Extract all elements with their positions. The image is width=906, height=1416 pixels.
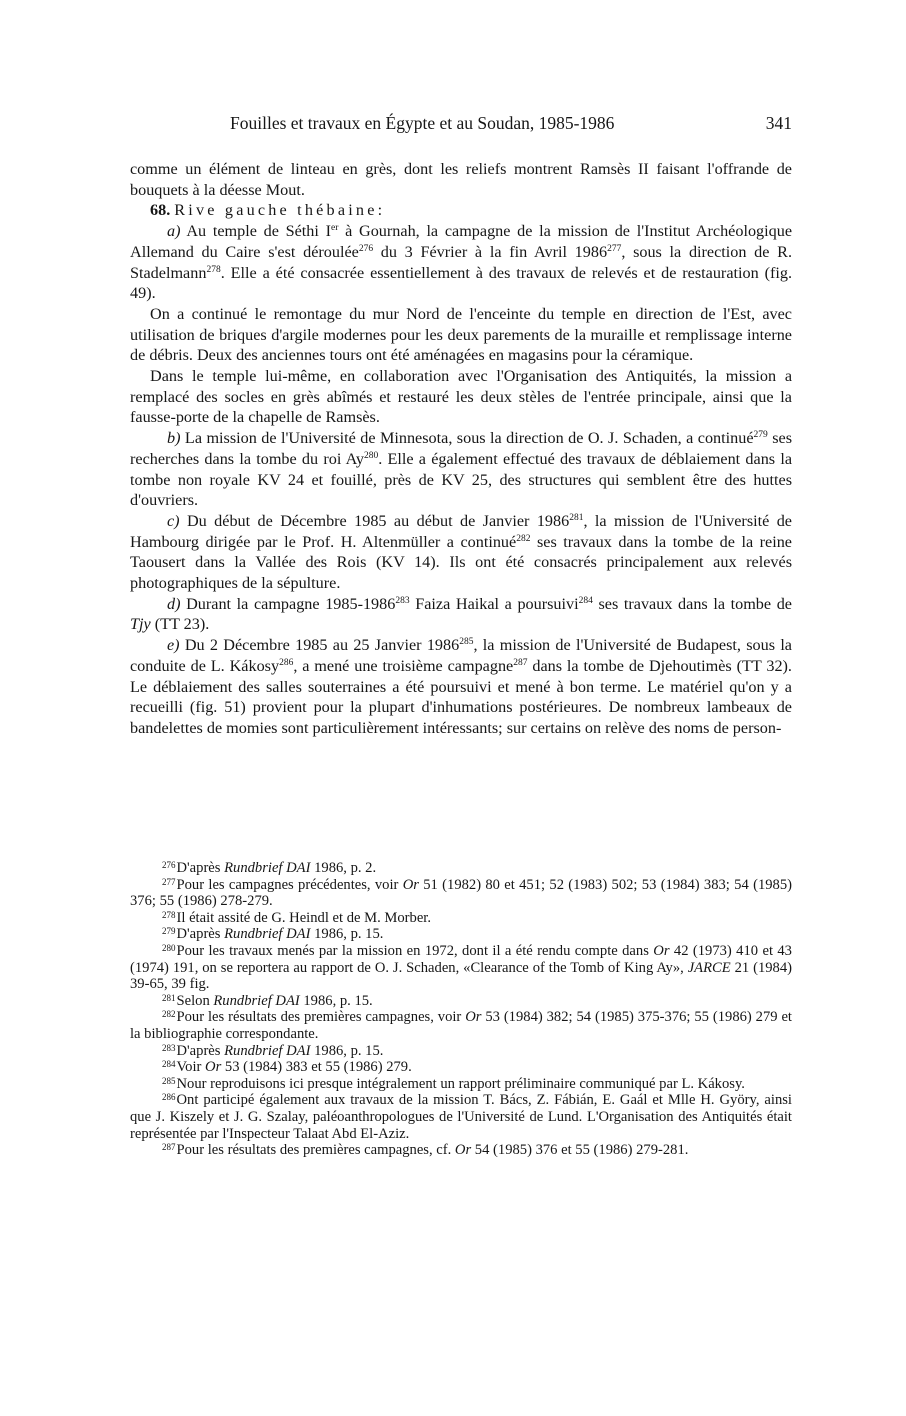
- item-label: c): [167, 511, 180, 530]
- footnote-text: 1986, p. 15.: [310, 926, 384, 943]
- footnote-number: 286: [162, 1092, 176, 1103]
- footnote-number: 285: [162, 1075, 176, 1086]
- footnote: [130, 910, 792, 927]
- footnote: [130, 993, 792, 1010]
- footnote-text: Pour les travaux menés par la mission en 1972, dont il a été rendu compte dans: [176, 942, 654, 959]
- footnote-text: 1986, p. 15.: [299, 992, 373, 1009]
- footnote-ref: 285: [459, 637, 474, 648]
- running-title: Fouilles et travaux en Égypte et au Soudan, 1985-1986: [230, 113, 615, 133]
- footnote-ref: 279: [753, 430, 768, 441]
- footnote-ref: 281: [569, 512, 584, 523]
- footnote-italic-text: Rundbrief DAI: [213, 992, 300, 1009]
- footnote-text: 1986, p. 15.: [310, 1042, 384, 1059]
- footnote-ref: 280: [363, 450, 379, 461]
- paragraph-c: c) Du début de Décembre 1985 au début de Janvier 1986$^{281}$, la mission de l'Université de Hambourg dirigée par le Prof. H. Altenmüller a continué$^{282}$ ses travaux dans la tombe de la reine Taousert dans la Vallée des Rois (KV 14). Ils ont été consacrés principalement aux relevés photographiques de la sépulture.: [130, 511, 792, 593]
- footnote-text: Il était assité de G. Heindl et de M. Morber.: [176, 909, 432, 926]
- footnote-text: 53 (1984) 383 et 55 (1986) 279.: [221, 1059, 412, 1076]
- footnote: [130, 1059, 792, 1076]
- section-title: Rive gauche thébaine:: [174, 201, 386, 220]
- footnote-italic-text: Or: [454, 1142, 472, 1159]
- footnote-italic-text: Rundbrief DAI: [224, 860, 311, 876]
- footnote-ref: 286: [279, 657, 294, 668]
- footnote-text: Pour les résultats des premières campagnes, voir: [176, 1009, 466, 1026]
- main-text: [130, 159, 792, 739]
- footnote-text: Pour les résultats des premières campagnes, cf.: [176, 1142, 455, 1159]
- footnote-text: Voir: [176, 1059, 206, 1076]
- footnote: [130, 1092, 792, 1142]
- footnote: [130, 1043, 792, 1060]
- footnote-text: 53 (1984) 382; 54 (1985) 375-376; 55 (1986) 279 et la bibliographie correspondante.: [130, 1009, 792, 1042]
- footnote-ref: 283: [395, 595, 410, 606]
- paragraph-a: a) Au temple de Séthi Ier à Gournah, la campagne de la mission de l'Institut Archéologique Allemand du Caire s'est déroulée$^{276}$ du 3 Février à la fin Avril 1986$^{277}$, sous la direction de R. Stadelmann$^{278}$. Elle a été consacrée essentiellement à des travaux de relevés et de restauration (fig. 49).: [130, 222, 793, 303]
- section-heading: [130, 200, 792, 221]
- footnote-italic-text: JARCE: [687, 959, 731, 976]
- footnote: [130, 1076, 792, 1093]
- footnote-number: 277: [162, 876, 176, 887]
- footnote-ref: 276: [358, 243, 374, 254]
- paragraph-continuation: comme un élément de linteau en grès, dont les reliefs montrent Ramsès II faisant l'offrande de bouquets à la déesse Mout.: [130, 160, 792, 199]
- footnote-text: Selon: [176, 992, 214, 1009]
- footnote-number: 279: [162, 926, 176, 937]
- paragraph-d: d) Durant la campagne 1985-1986$^{283}$ Faiza Haikal a poursuivi$^{284}$ ses travaux dans la tombe de Tjy (TT 23).: [130, 594, 792, 634]
- footnote-text: 54 (1985) 376 et 55 (1986) 279-281.: [471, 1142, 689, 1159]
- footnote-text: 51 (1982) 80 et 451; 52 (1983) 502; 53 (1984) 383; 54 (1985) 376; 55 (1986) 278-279.: [130, 876, 792, 910]
- footnote-italic-text: Or: [653, 942, 670, 959]
- footnote-text: Ont participé également aux travaux de la mission T. Bács, Z. Fábián, E. Gaál et Mlle H. Györy, ainsi que J. Kiszely et J. G. Szalay, paléoanthropologues de l'Université de Lund. L'Organisation des Antiquités était représentée par l'Inspecteur Talaat Abd El-Aziz.: [130, 1092, 792, 1142]
- footnote-italic-text: Or: [465, 1009, 482, 1026]
- footnote-text: D'après: [176, 860, 225, 876]
- footnote-number: 283: [162, 1042, 176, 1053]
- footnotes: [130, 860, 792, 1159]
- footnote-italic-text: Rundbrief DAI: [224, 926, 311, 943]
- footnote: [130, 926, 792, 943]
- footnote-ref: 277: [607, 243, 622, 254]
- footnote-ref: 287: [513, 657, 528, 668]
- item-label: e): [167, 636, 180, 655]
- footnote: [130, 1009, 792, 1042]
- tomb-owner-name: Tjy: [130, 615, 151, 634]
- footnote-text: 1986, p. 2.: [310, 860, 377, 876]
- footnote-number: 278: [162, 909, 176, 920]
- footnote-number: 280: [162, 942, 176, 953]
- footnote-text: D'après: [176, 1042, 225, 1059]
- footnote-number: 282: [162, 1009, 176, 1020]
- footnote: [130, 877, 792, 910]
- paragraph-e: e) Du 2 Décembre 1985 au 25 Janvier 1986$^{285}$, la mission de l'Université de Budapest, sous la conduite de L. Kákosy$^{286}$, a mené une troisième campagne$^{287}$ dans la tombe de Djehoutimès (TT 32). Le déblaiement des salles souterraines a été poursuivi et mené à bon terme. Le matériel qu'on y a recueilli (fig. 51) provient pour la plupart d'inhumations postérieures. De nombreux lambeaux de bandelettes de momies sont particulièrement intéressants; sur certains on relève des noms de person-: [130, 636, 792, 737]
- footnote: [130, 943, 792, 993]
- footnote-ref: 282: [516, 533, 531, 544]
- footnote-ref: 278: [206, 264, 221, 275]
- footnote-italic-text: Rundbrief DAI: [224, 1042, 311, 1059]
- footnote-number: 276: [162, 860, 176, 870]
- footnote-number: 281: [162, 992, 176, 1003]
- footnote-number: 284: [162, 1059, 176, 1070]
- footnote-italic-text: Or: [402, 876, 419, 893]
- footnote: [130, 1142, 792, 1159]
- footnote-text: 42 (1973) 410 et 43 (1974) 191, on se reportera au rapport de O. J. Schaden, «Clearance of the Tomb of King Ay»,: [130, 942, 792, 976]
- section-number: 68.: [150, 201, 171, 220]
- paragraph-b: b) La mission de l'Université de Minnesota, sous la direction de O. J. Schaden, a continué$^{279}$ ses recherches dans la tombe du roi Ay$^{280}$. Elle a également effectué des travaux de déblaiement dans la tombe non royale KV 24 et fouillé, près de KV 25, des structures qui semblent être des huttes d'ouvriers.: [130, 429, 792, 510]
- page-number: 341: [765, 113, 792, 133]
- footnote-ref: 284: [578, 595, 593, 606]
- item-label: d): [167, 594, 181, 613]
- footnote-text: Pour les campagnes précédentes, voir: [176, 876, 403, 893]
- footnote-text: Nour reproduisons ici presque intégralement un rapport préliminaire communiqué par L. Kákosy.: [176, 1075, 745, 1092]
- footnote-italic-text: Or: [205, 1059, 222, 1076]
- footnote-text: 21 (1984) 39-65, 39 fig.: [130, 959, 792, 993]
- paragraph-wall: On a continué le remontage du mur Nord de l'enceinte du temple en direction de l'Est, avec utilisation de briques d'argile modernes pour les deux parements de la muraille et remplissage interne de débris. Deux des anciennes tours ont été aménagées en magasins pour la céramique.: [130, 304, 792, 365]
- item-label: b): [167, 429, 181, 448]
- footnote: [130, 860, 792, 877]
- item-label: a): [167, 222, 181, 241]
- footnote-number: 287: [162, 1142, 176, 1153]
- footnote-text: D'après: [176, 926, 225, 943]
- paragraph-temple: Dans le temple lui-même, en collaboration avec l'Organisation des Antiquités, la mission a remplacé des socles en grès abîmés et restauré les deux stèles de l'entrée principale, ainsi que la fausse-porte de la chapelle de Ramsès.: [130, 367, 792, 427]
